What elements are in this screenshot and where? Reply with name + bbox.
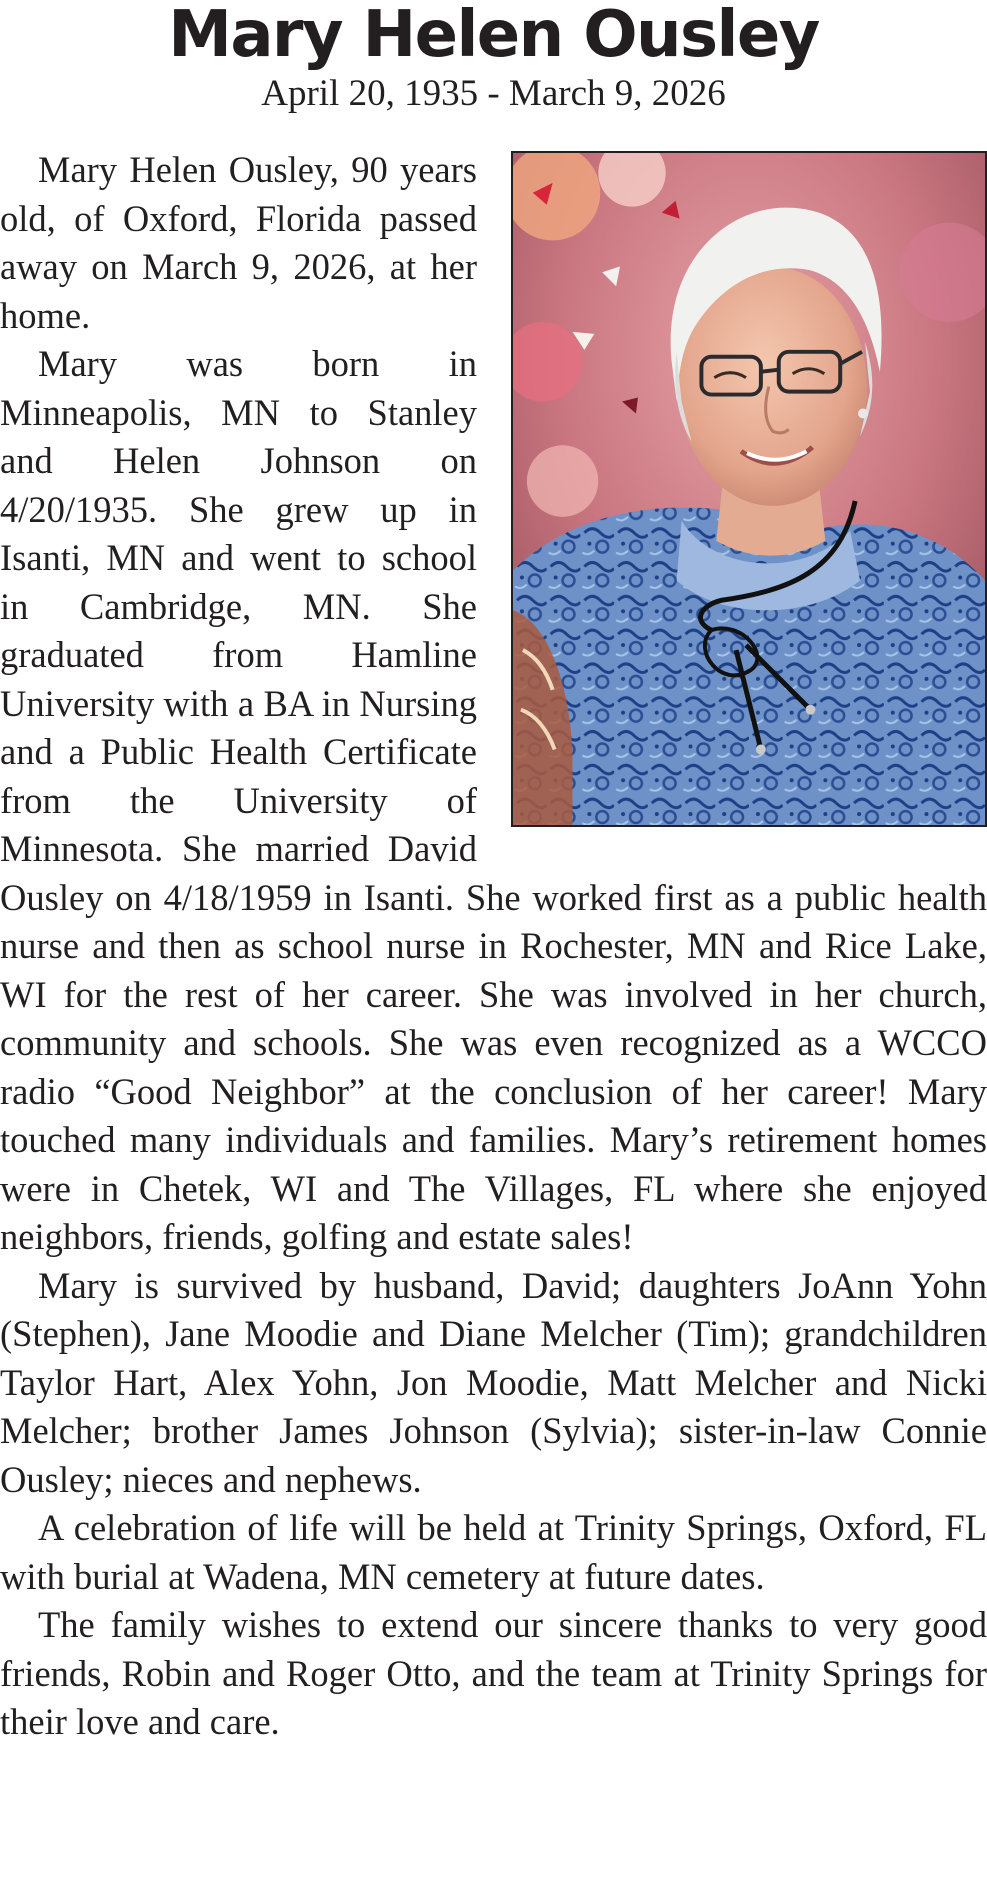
portrait-photo [511,151,987,827]
paragraph-service: A celebration of life will be held at Trinity Springs, Oxford, FL with burial at Wadena, MN cemetery at future dates. [0,1507,987,1597]
obituary-dates: April 20, 1935 - March 9, 2026 [261,73,726,114]
paragraph-passing: Mary Helen Ousley, 90 years old, of Oxford, Florida passed away on March 9, 2026, at her home. [0,149,477,336]
obituary-body [0,146,987,1747]
paragraph-biography: Mary was born in Minneapolis, MN to Stanley and Helen Johnson on 4/20/1935. She grew up in Isanti, MN and went to school in Cambridge, MN. She graduated from Hamline University with a BA in Nursing and a Public Health Certificate from the University of Minnesota. She married David Ousley on 4/18/1959 in Isanti. She worked first as a public health nurse and then as school nurse in Rochester, MN and Rice Lake, WI for the rest of her career. She was involved in her church, community and schools. She was even recognized as a WCCO radio “Good Neighbor” at the conclusion of her career! Mary touched many individuals and families. Mary’s retirement homes were in Chetek, WI and The Villages, FL where she enjoyed neighbors, friends, golfing and estate sales! [0,343,987,1257]
paragraph-survivors: Mary is survived by husband, David; daughters JoAnn Yohn (Stephen), Jane Moodie and Diane Melcher (Tim); grandchildren Taylor Hart, Alex Yohn, Jon Moodie, Matt Melcher and Nicki Melcher; brother James Johnson (Sylvia); sister-in-law Connie Ousley; nieces and nephews. [0,1264,987,1500]
portrait-illustration [513,153,985,825]
obituary-name: Mary Helen Ousley [168,0,819,72]
paragraph-thanks: The family wishes to extend our sincere thanks to very good friends, Robin and Roger Otto, and the team at Trinity Springs for their love and care. [0,1604,987,1742]
